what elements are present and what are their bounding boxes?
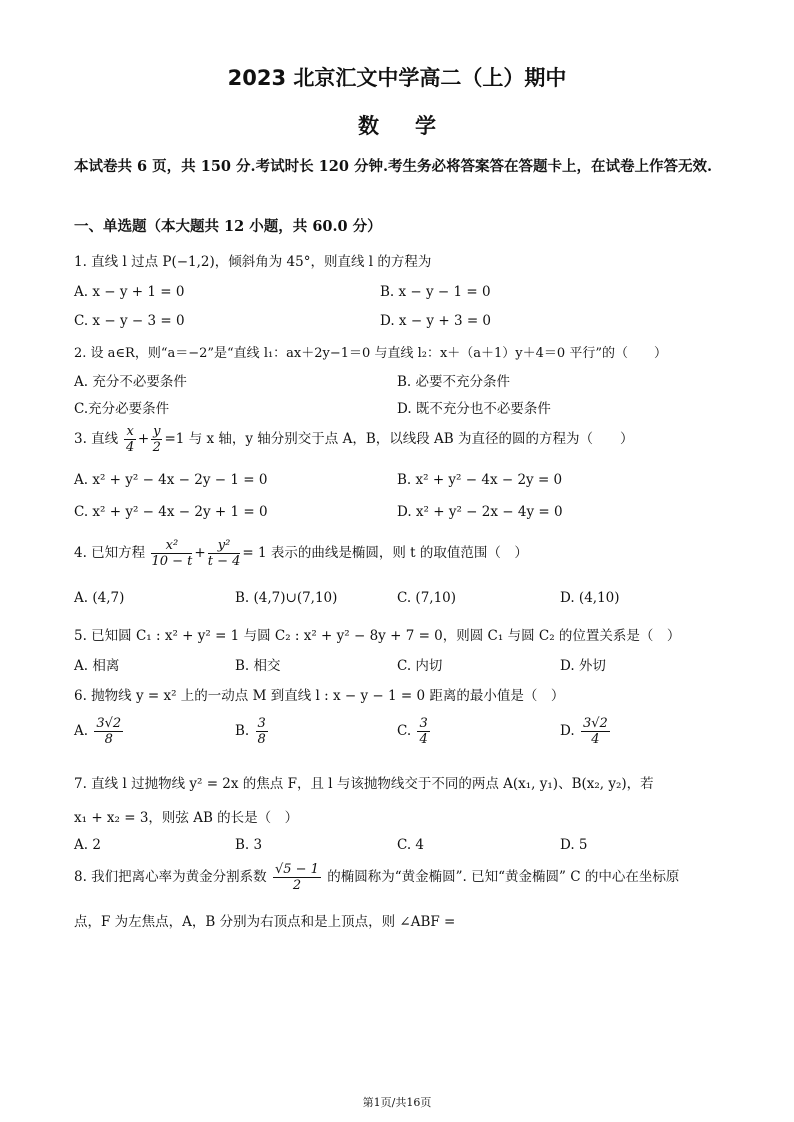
question-7: 7. 直线 l 过抛物线 y² = 2x 的焦点 F，且 l 与该抛物线交于不同的两点 A(x₁, y₁)、B(x₂, y₂)，若	[74, 776, 654, 792]
question-5: 5. 已知圆 C₁ : x² + y² = 1 与圆 C₂ : x² + y² − 8y + 7 = 0，则圆 C₁ 与圆 C₂ 的位置关系是（ ）	[74, 628, 681, 644]
q4-fraction-y: $\frac{\text{y²}}{t - 4}$	[207, 538, 241, 569]
q7-option-b: B. 3	[235, 837, 263, 853]
q4-option-a: A. (4,7)	[74, 590, 125, 606]
q2-option-b: B. 必要不充分条件	[397, 374, 511, 390]
q4-stem-post: 表示的曲线是椭圆，则 t 的取值范围（ ）	[270, 545, 528, 561]
exam-notice: 本试卷共 6 页，共 150 分.考试时长 120 分钟.考生务必将答案答在答题卡上，在试卷上作答无效.	[74, 158, 713, 175]
q1-option-a: A. x − y + 1 = 0	[74, 284, 185, 300]
question-8	[74, 862, 679, 893]
q2-option-c: C.充分必要条件	[74, 401, 170, 417]
question-8-line-2: 点，F 为左焦点，A，B 分别为右顶点和是上顶点，则 ∠ABF =	[74, 914, 456, 930]
question-7-line-2: x₁ + x₂ = 3，则弦 AB 的长是（ ）	[74, 810, 299, 826]
q4-fraction-x: $\frac{\text{x²}}{10 - t}$	[151, 538, 193, 569]
q3-option-b: B. x² + y² − 4x − 2y = 0	[397, 472, 563, 488]
page-footer: 第1页/共16页	[362, 1096, 432, 1109]
q5-option-d: D. 外切	[560, 658, 606, 674]
question-3: 3. 直线 $\frac{x}{4}$ + $\frac{y}{2}$ =1 与 x 轴，y 轴分别交于点 A，B，以线段 AB 为直径的圆的方程为（ ）	[74, 424, 634, 455]
q3-fraction-y: $\frac{y}{2}$	[152, 424, 161, 455]
q4-stem-pre: 4. 已知方程	[74, 545, 146, 561]
q4-option-c: C. (7,10)	[397, 590, 457, 606]
page-title: 2023 北京汇文中学高二（上）期中	[227, 66, 567, 90]
q7-option-d: D. 5	[560, 837, 588, 853]
q6-option-a: A. $\frac{3√2}{8}$	[74, 716, 122, 747]
q3-stem-post: 与 x 轴，y 轴分别交于点 A，B，以线段 AB 为直径的圆的方程为（ ）	[188, 431, 634, 447]
question-1: 1. 直线 l 过点 P(−1,2)，倾斜角为 45°，则直线 l 的方程为	[74, 254, 432, 270]
section-heading: 一、单选题（本大题共 12 小题，共 60.0 分）	[74, 218, 382, 235]
subject-heading: 数学	[358, 114, 472, 138]
q8-stem-post: 的椭圆称为“黄金椭圆”. 已知“黄金椭圆” C 的中心在坐标原	[327, 869, 680, 885]
q3-option-c: C. x² + y² − 4x − 2y + 1 = 0	[74, 504, 268, 520]
q5-option-b: B. 相交	[235, 658, 281, 674]
q5-option-c: C. 内切	[397, 658, 443, 674]
q3-option-d: D. x² + y² − 2x − 4y = 0	[397, 504, 563, 520]
q4-option-d: D. (4,10)	[560, 590, 620, 606]
question-2: 2. 设 a∈R，则“a＝−2”是“直线 l₁：ax＋2y−1＝0 与直线 l₂：x＋（a＋1）y＋4＝0 平行”的（ ）	[74, 346, 667, 361]
q3-option-a: A. x² + y² − 4x − 2y − 1 = 0	[74, 472, 268, 488]
q3-fraction-x: $\frac{x}{4}$	[126, 424, 135, 455]
q3-stem-pre: 3. 直线	[74, 431, 119, 447]
q8-stem-pre: 8. 我们把离心率为黄金分割系数	[74, 869, 267, 885]
q6-option-d: D. $\frac{3√2}{4}$	[560, 716, 608, 747]
q8-golden-ratio-fraction: $\frac{√5 - 1}{2}$	[274, 862, 319, 893]
q7-option-c: C. 4	[397, 837, 425, 853]
question-6: 6. 抛物线 y = x² 上的一动点 M 到直线 l : x − y − 1 = 0 距离的最小值是（ ）	[74, 688, 565, 704]
q5-option-a: A. 相离	[74, 658, 120, 674]
q1-option-d: D. x − y + 3 = 0	[380, 313, 492, 329]
q2-option-d: D. 既不充分也不必要条件	[397, 401, 551, 417]
q6-option-b: B. $\frac{3}{8}$	[235, 716, 266, 747]
q7-option-a: A. 2	[74, 837, 101, 853]
q2-option-a: A. 充分不必要条件	[74, 374, 187, 390]
q6-option-c: C. $\frac{3}{4}$	[397, 716, 428, 747]
q1-option-c: C. x − y − 3 = 0	[74, 313, 185, 329]
q1-option-b: B. x − y − 1 = 0	[380, 284, 491, 300]
question-4: 4. 已知方程 $\frac{\text{x²}}{10 - t}$ + $\frac{\text{y²}}{t - 4}$ = 1 表示的曲线是椭圆，则 t 的取值范围（ ）	[74, 538, 528, 569]
q4-option-b: B. (4,7)∪(7,10)	[235, 590, 338, 606]
